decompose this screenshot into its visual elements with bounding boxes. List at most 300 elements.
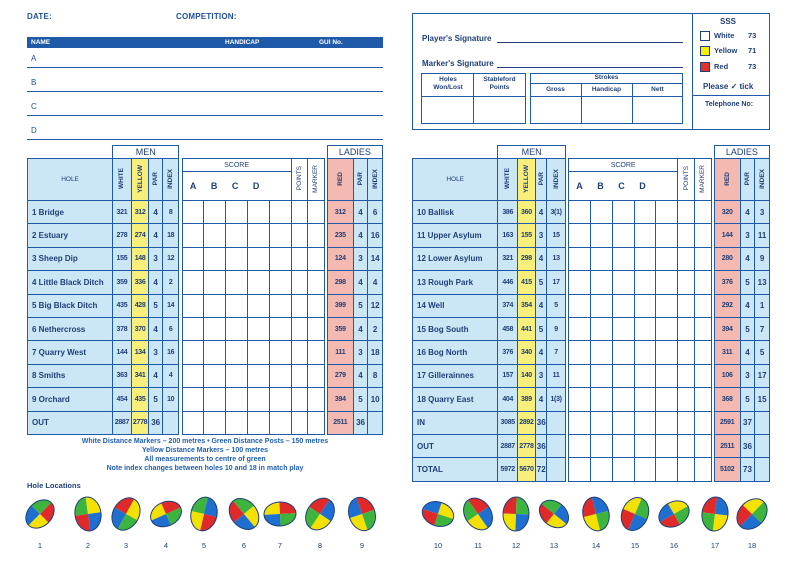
green-number-3: 3 <box>123 541 129 550</box>
score-a-cell[interactable] <box>182 247 204 270</box>
ladies-par: 37 <box>740 411 755 434</box>
score-a-cell[interactable] <box>182 224 204 247</box>
score-e-cell[interactable] <box>269 294 291 317</box>
men-par: 4 <box>149 224 162 247</box>
score-c-cell[interactable] <box>226 247 248 270</box>
score-a-cell[interactable] <box>569 364 591 387</box>
score-b-cell[interactable] <box>590 364 612 387</box>
score-c-cell[interactable] <box>612 271 634 294</box>
men-index: 1(3) <box>547 388 566 411</box>
distance-note-1: White Distance Markers – 200 metres • Green Distance Posts – 150 metres <box>81 438 329 445</box>
score-b-cell[interactable] <box>590 201 612 224</box>
white-distance: 5972 <box>498 458 518 481</box>
men-index <box>547 458 566 481</box>
hole-column-header: HOLE <box>28 159 113 201</box>
score-d-cell[interactable] <box>634 341 656 364</box>
score-b-cell[interactable] <box>590 224 612 247</box>
handicap-label: Handicap <box>591 86 622 93</box>
marker-cell[interactable] <box>308 224 325 247</box>
score-c-cell[interactable] <box>612 201 634 224</box>
white-distance: 2887 <box>113 411 132 434</box>
score-d-cell[interactable] <box>634 388 656 411</box>
green-number-13: 13 <box>549 541 559 550</box>
marker-cell[interactable] <box>308 388 325 411</box>
white-distance: 2887 <box>498 434 518 457</box>
hole-name: 7 Quarry West <box>28 341 113 364</box>
index-column-header: INDEX <box>167 168 175 189</box>
score-b-cell[interactable] <box>204 364 226 387</box>
points-cell[interactable] <box>678 317 695 340</box>
green-number-5: 5 <box>201 541 207 550</box>
points-cell[interactable] <box>678 294 695 317</box>
score-c-cell[interactable] <box>612 247 634 270</box>
score-e-cell[interactable] <box>269 341 291 364</box>
score-c-cell[interactable] <box>612 224 634 247</box>
score-a-cell[interactable] <box>569 458 591 481</box>
marker-cell[interactable] <box>694 411 711 434</box>
white-distance: 278 <box>113 224 132 247</box>
score-c-cell[interactable] <box>226 317 248 340</box>
score-c-cell[interactable] <box>612 411 634 434</box>
score-b-cell[interactable] <box>204 341 226 364</box>
score-d-cell[interactable] <box>634 458 656 481</box>
points-cell[interactable] <box>291 271 308 294</box>
score-e-cell[interactable] <box>269 201 291 224</box>
score-b-cell[interactable] <box>590 341 612 364</box>
score-c-cell[interactable] <box>226 364 248 387</box>
score-d-cell[interactable] <box>634 434 656 457</box>
marker-column-header-back: MARKER <box>699 164 707 193</box>
points-cell[interactable] <box>291 364 308 387</box>
ladies-index: 10 <box>368 388 383 411</box>
score-d-cell[interactable] <box>634 224 656 247</box>
score-c-cell[interactable] <box>612 458 634 481</box>
hole-row <box>28 411 383 434</box>
green-diagram-3 <box>108 494 144 534</box>
score-col-b-back: B <box>597 181 604 191</box>
score-e-cell[interactable] <box>656 458 678 481</box>
men-par: 3 <box>535 364 546 387</box>
green-number-7: 7 <box>277 541 283 550</box>
hole-row-back <box>413 434 770 457</box>
score-d-cell[interactable] <box>247 364 269 387</box>
men-index: 15 <box>547 224 566 247</box>
marker-cell[interactable] <box>694 317 711 340</box>
score-d-cell[interactable] <box>634 364 656 387</box>
score-b-cell[interactable] <box>590 434 612 457</box>
red-distance: 111 <box>327 341 353 364</box>
score-a-cell[interactable] <box>569 317 591 340</box>
hole-row-back <box>413 224 770 247</box>
points-cell[interactable] <box>291 341 308 364</box>
score-e-cell[interactable] <box>656 271 678 294</box>
score-d-cell[interactable] <box>247 411 269 434</box>
hole-name: 8 Smiths <box>28 364 113 387</box>
hole-row-back <box>413 201 770 224</box>
score-a-cell[interactable] <box>182 411 204 434</box>
yellow-distance: 340 <box>518 341 536 364</box>
score-e-cell[interactable] <box>269 247 291 270</box>
green-diagram-18 <box>734 494 770 534</box>
ladies-par: 5 <box>740 317 755 340</box>
score-c-cell[interactable] <box>226 411 248 434</box>
player-d-line[interactable] <box>27 139 383 140</box>
hole-name: 16 Bog North <box>413 341 498 364</box>
yellow-checkbox[interactable] <box>700 46 710 56</box>
hole-name: 3 Sheep Dip <box>28 247 113 270</box>
points-cell[interactable] <box>291 317 308 340</box>
score-d-cell[interactable] <box>634 271 656 294</box>
score-d-cell[interactable] <box>634 247 656 270</box>
white-distance: 321 <box>498 247 518 270</box>
score-a-cell[interactable] <box>569 294 591 317</box>
gross-label: Gross <box>546 86 565 93</box>
ladies-par: 4 <box>740 201 755 224</box>
points-cell[interactable] <box>678 364 695 387</box>
men-index: 10 <box>162 388 179 411</box>
points-cell[interactable] <box>678 434 695 457</box>
red-checkbox[interactable] <box>700 62 710 72</box>
points-cell[interactable] <box>291 247 308 270</box>
marker-cell[interactable] <box>308 247 325 270</box>
score-c-cell[interactable] <box>612 341 634 364</box>
men-index: 16 <box>162 341 179 364</box>
score-a-cell[interactable] <box>182 294 204 317</box>
men-par: 36 <box>535 434 546 457</box>
score-d-cell[interactable] <box>634 201 656 224</box>
marker-cell[interactable] <box>694 224 711 247</box>
marker-cell[interactable] <box>694 388 711 411</box>
green-number-16: 16 <box>669 541 679 550</box>
hole-name: OUT <box>413 434 498 457</box>
green-number-15: 15 <box>630 541 640 550</box>
sss-white-value: 73 <box>748 31 757 40</box>
score-b-cell[interactable] <box>204 388 226 411</box>
points-cell[interactable] <box>678 271 695 294</box>
ladies-index: 4 <box>368 271 383 294</box>
score-b-cell[interactable] <box>590 247 612 270</box>
white-distance: 155 <box>113 247 132 270</box>
score-e-cell[interactable] <box>656 201 678 224</box>
competition-label: COMPETITION: <box>176 12 237 21</box>
red-distance: 394 <box>714 317 740 340</box>
white-distance: 454 <box>113 388 132 411</box>
sss-white[interactable] <box>700 31 757 41</box>
score-b-cell[interactable] <box>590 271 612 294</box>
score-d-cell[interactable] <box>247 388 269 411</box>
ladies-par: 4 <box>740 294 755 317</box>
score-e-cell[interactable] <box>656 317 678 340</box>
score-a-cell[interactable] <box>569 271 591 294</box>
ladies-par: 3 <box>353 341 368 364</box>
sss-title: SSS <box>720 17 737 26</box>
score-b-cell[interactable] <box>590 388 612 411</box>
score-a-cell[interactable] <box>569 411 591 434</box>
score-a-cell[interactable] <box>569 201 591 224</box>
marker-cell[interactable] <box>694 458 711 481</box>
men-par: 5 <box>535 271 546 294</box>
points-cell[interactable] <box>678 341 695 364</box>
score-a-cell[interactable] <box>569 434 591 457</box>
men-par: 4 <box>535 341 546 364</box>
ladies-par: 3 <box>353 247 368 270</box>
score-b-cell[interactable] <box>590 294 612 317</box>
yellow-distance: 341 <box>131 364 149 387</box>
red-column-header-back: RED <box>723 171 731 186</box>
men-index: 18 <box>162 224 179 247</box>
score-e-cell[interactable] <box>269 317 291 340</box>
points-cell[interactable] <box>678 247 695 270</box>
score-e-cell[interactable] <box>656 247 678 270</box>
men-index <box>162 411 179 434</box>
marker-cell[interactable] <box>308 364 325 387</box>
score-b-cell[interactable] <box>204 201 226 224</box>
points-cell[interactable] <box>291 224 308 247</box>
score-a-cell[interactable] <box>569 341 591 364</box>
hole-row-back <box>413 388 770 411</box>
hole-row <box>28 201 383 224</box>
hole-name: 2 Estuary <box>28 224 113 247</box>
ladies-par: 3 <box>740 364 755 387</box>
score-a-cell[interactable] <box>182 201 204 224</box>
score-col-c: C <box>231 181 239 191</box>
red-distance: 312 <box>327 201 353 224</box>
score-e-cell[interactable] <box>656 224 678 247</box>
score-c-cell[interactable] <box>226 201 248 224</box>
score-b-cell[interactable] <box>204 411 226 434</box>
score-a-cell[interactable] <box>182 271 204 294</box>
ladies-index <box>755 434 770 457</box>
strokes-label: Strokes <box>594 74 619 81</box>
ladies-par: 4 <box>353 201 368 224</box>
green-diagram-4 <box>148 494 184 534</box>
score-b-cell[interactable] <box>590 411 612 434</box>
hole-row-back <box>413 411 770 434</box>
hole-column-header-back: HOLE <box>413 159 498 201</box>
score-a-cell[interactable] <box>569 388 591 411</box>
score-d-cell[interactable] <box>247 247 269 270</box>
red-distance: 376 <box>714 271 740 294</box>
score-b-cell[interactable] <box>204 224 226 247</box>
men-index <box>547 411 566 434</box>
score-b-cell[interactable] <box>204 317 226 340</box>
hole-locations-label: Hole Locations <box>27 481 81 490</box>
score-e-cell[interactable] <box>269 364 291 387</box>
player-signature-line[interactable] <box>497 42 683 43</box>
white-distance: 363 <box>113 364 132 387</box>
red-distance: 399 <box>327 294 353 317</box>
score-e-cell[interactable] <box>656 411 678 434</box>
score-e-cell[interactable] <box>656 294 678 317</box>
marker-cell[interactable] <box>694 201 711 224</box>
score-e-cell[interactable] <box>269 411 291 434</box>
score-a-cell[interactable] <box>182 388 204 411</box>
hole-name: 17 Gillerainnes <box>413 364 498 387</box>
hole-name: 15 Bog South <box>413 317 498 340</box>
hole-row-back <box>413 294 770 317</box>
score-e-cell[interactable] <box>269 388 291 411</box>
ladies-index: 13 <box>755 271 770 294</box>
score-d-cell[interactable] <box>634 294 656 317</box>
men-par: 5 <box>535 317 546 340</box>
points-cell[interactable] <box>291 201 308 224</box>
men-index: 2 <box>162 271 179 294</box>
score-e-cell[interactable] <box>269 224 291 247</box>
points-cell[interactable] <box>291 411 308 434</box>
hole-name: TOTAL <box>413 458 498 481</box>
points-cell[interactable] <box>291 294 308 317</box>
score-d-cell[interactable] <box>247 341 269 364</box>
par-column-header-back: PAR <box>537 171 545 186</box>
marker-cell[interactable] <box>308 271 325 294</box>
marker-cell[interactable] <box>308 201 325 224</box>
marker-cell[interactable] <box>308 294 325 317</box>
men-index: 6 <box>162 317 179 340</box>
points-cell[interactable] <box>678 458 695 481</box>
score-c-cell[interactable] <box>226 341 248 364</box>
points-cell[interactable] <box>678 411 695 434</box>
ladies-index: 3 <box>755 201 770 224</box>
white-distance: 321 <box>113 201 132 224</box>
name-column-label: NAME <box>31 39 51 46</box>
score-b-cell[interactable] <box>590 317 612 340</box>
name-header-bar <box>27 37 383 48</box>
men-par: 36 <box>535 411 546 434</box>
marker-cell[interactable] <box>308 411 325 434</box>
score-c-cell[interactable] <box>612 364 634 387</box>
score-c-cell[interactable] <box>226 388 248 411</box>
score-a-cell[interactable] <box>569 247 591 270</box>
score-b-cell[interactable] <box>204 271 226 294</box>
score-a-cell[interactable] <box>182 317 204 340</box>
green-number-8: 8 <box>317 541 323 550</box>
score-c-cell[interactable] <box>226 224 248 247</box>
red-distance: 368 <box>714 388 740 411</box>
score-b-cell[interactable] <box>204 247 226 270</box>
score-col-c-back: C <box>618 181 625 191</box>
men-index: 8 <box>162 201 179 224</box>
score-d-cell[interactable] <box>247 294 269 317</box>
score-c-cell[interactable] <box>226 294 248 317</box>
hole-row <box>28 247 383 270</box>
score-e-cell[interactable] <box>656 364 678 387</box>
score-c-cell[interactable] <box>612 434 634 457</box>
score-c-cell[interactable] <box>612 317 634 340</box>
ladies-header: LADIES <box>327 146 382 159</box>
marker-cell[interactable] <box>694 247 711 270</box>
score-e-cell[interactable] <box>656 434 678 457</box>
men-par: 4 <box>149 317 162 340</box>
marker-cell[interactable] <box>308 341 325 364</box>
score-d-cell[interactable] <box>247 224 269 247</box>
score-col-b: B <box>210 181 218 191</box>
score-a-cell[interactable] <box>182 341 204 364</box>
men-par: 4 <box>149 201 162 224</box>
red-distance: 235 <box>327 224 353 247</box>
hole-row <box>28 224 383 247</box>
points-cell[interactable] <box>291 388 308 411</box>
green-number-17: 17 <box>710 541 720 550</box>
score-e-cell[interactable] <box>656 388 678 411</box>
yellow-distance: 312 <box>131 201 149 224</box>
white-distance: 435 <box>113 294 132 317</box>
ladies-index-column-header: INDEX <box>371 168 379 189</box>
score-d-cell[interactable] <box>634 411 656 434</box>
yellow-column-header-back: YELLOW <box>522 164 530 193</box>
white-column-header-back: WHITE <box>504 168 512 189</box>
red-distance: 394 <box>327 388 353 411</box>
player-b-line[interactable] <box>27 91 383 92</box>
score-c-cell[interactable] <box>612 388 634 411</box>
score-e-cell[interactable] <box>269 271 291 294</box>
ladies-index: 9 <box>755 247 770 270</box>
white-checkbox[interactable] <box>700 31 710 41</box>
marker-cell[interactable] <box>694 341 711 364</box>
hole-name: 12 Lower Asylum <box>413 247 498 270</box>
ladies-index: 14 <box>368 247 383 270</box>
marker-signature-line[interactable] <box>497 67 683 68</box>
player-c-line[interactable] <box>27 115 383 116</box>
player-a-line[interactable] <box>27 67 383 68</box>
hole-name: 10 Ballisk <box>413 201 498 224</box>
marker-cell[interactable] <box>308 317 325 340</box>
men-par: 4 <box>149 271 162 294</box>
score-a-cell[interactable] <box>182 364 204 387</box>
score-b-cell[interactable] <box>590 458 612 481</box>
marker-cell[interactable] <box>694 434 711 457</box>
marker-cell[interactable] <box>694 364 711 387</box>
points-cell[interactable] <box>678 388 695 411</box>
red-distance: 144 <box>714 224 740 247</box>
marker-cell[interactable] <box>694 294 711 317</box>
score-e-cell[interactable] <box>656 341 678 364</box>
hole-row <box>28 388 383 411</box>
green-number-2: 2 <box>85 541 91 550</box>
green-number-6: 6 <box>241 541 247 550</box>
score-c-cell[interactable] <box>226 271 248 294</box>
green-number-14: 14 <box>591 541 601 550</box>
ladies-index: 16 <box>368 224 383 247</box>
white-distance: 157 <box>498 364 518 387</box>
marker-cell[interactable] <box>694 271 711 294</box>
points-cell[interactable] <box>678 201 695 224</box>
score-d-cell[interactable] <box>634 317 656 340</box>
yellow-distance: 2892 <box>518 411 536 434</box>
green-number-11: 11 <box>474 541 482 550</box>
men-par: 5 <box>149 294 162 317</box>
match-play-note: Note index changes between holes 10 and 18 in match play <box>106 465 304 472</box>
score-d-cell[interactable] <box>247 201 269 224</box>
points-cell[interactable] <box>678 224 695 247</box>
sss-red[interactable] <box>700 62 757 72</box>
score-c-cell[interactable] <box>612 294 634 317</box>
green-diagram-12 <box>498 494 534 534</box>
sss-yellow[interactable] <box>700 46 757 56</box>
score-d-cell[interactable] <box>247 317 269 340</box>
hole-name: 5 Big Black Ditch <box>28 294 113 317</box>
green-diagram-7 <box>262 494 298 534</box>
ladies-par: 4 <box>740 247 755 270</box>
front-nine-table <box>27 145 383 435</box>
ladies-header-back: LADIES <box>714 146 769 159</box>
score-d-cell[interactable] <box>247 271 269 294</box>
men-par: 4 <box>535 247 546 270</box>
ladies-par: 36 <box>353 411 368 434</box>
score-a-cell[interactable] <box>569 224 591 247</box>
score-b-cell[interactable] <box>204 294 226 317</box>
ladies-index: 1 <box>755 294 770 317</box>
green-number-1: 1 <box>37 541 43 550</box>
